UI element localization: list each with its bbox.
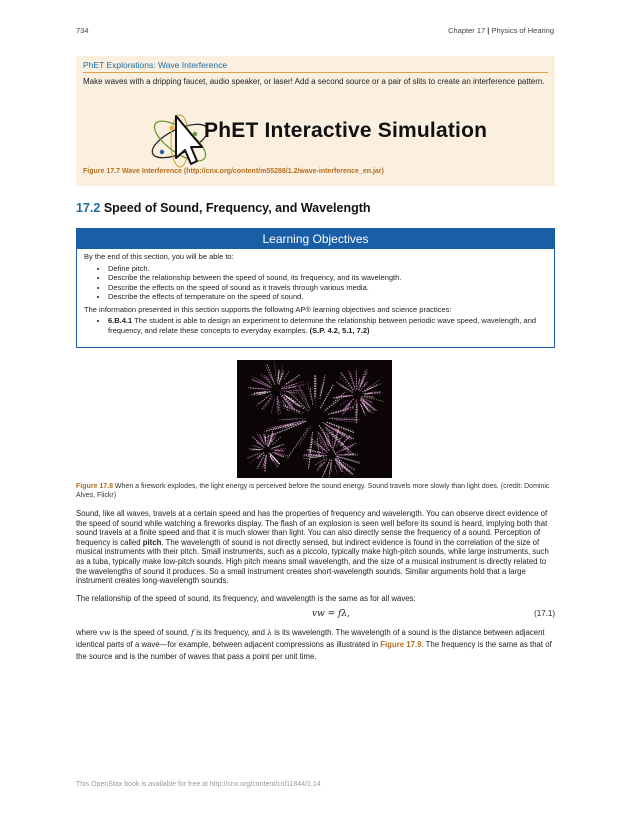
standard-code: 6.B.4.1 <box>108 316 133 325</box>
paragraph-text: . The frequency is the same as that of the source and is the number of waves that pass a point per unit time. <box>76 639 552 661</box>
objective-item: • Describe the effects of temperature on the speed of sound. <box>108 292 547 302</box>
equation-formula: vw = fλ, <box>312 609 350 619</box>
symbol-lambda: λ <box>267 628 273 637</box>
phet-box-title: PhET Explorations: Wave Interference <box>83 60 228 70</box>
figure-17-7-caption[interactable]: Figure 17.7 Wave Interference (http://cnx.org/content/m55288/1.2/wave-interference_en.jar) <box>83 168 384 175</box>
standard-text: The student is able to design an experiment to determine the relationship between periodic wave speed, wavelength, and frequency, and relate these concepts to everyday examples. <box>108 316 537 335</box>
phet-divider <box>83 72 548 73</box>
page-number: 734 <box>76 26 89 35</box>
paragraph-text: is its wavelength. The wavelength of a sound is the distance between adjacent identical parts of a wave—for example, between adjacent compressions as illustrated in <box>76 628 545 649</box>
standard-item <box>108 316 547 335</box>
paragraph-text: . The wavelength of sound is not directly sensed, but indirect evidence is found in the correlation of the size of musical instruments with their pitch. Small instruments, such as a piccolo, typically make high-pitch sounds, while large instruments, such as a tuba, typically make low-pitch sounds. High pitch means small wavelength, and the size of a musical instrument is directly related to the wavelengths of sound it produces. So a small instrument creates short-wavelength sounds. Similar arguments hold that a large instrument creates long-wavelength sounds. <box>76 537 549 586</box>
learning-objectives-heading: Learning Objectives <box>77 229 554 249</box>
page-footer: This OpenStax book is available for free at http://cnx.org/content/col11844/1.14 <box>76 781 321 788</box>
symbol-vw: vw <box>99 628 111 637</box>
standards-list <box>84 316 547 335</box>
header-separator: | <box>487 26 490 35</box>
learning-objectives-box <box>76 228 555 348</box>
standard-practices: (S.P. 4.2, 5.1, 7.2) <box>309 325 370 335</box>
standards-intro: The information presented in this section supports the following AP® learning objectives and science practices: <box>84 304 452 314</box>
objective-item: • Describe the effects on the speed of sound as it travels through various media. <box>108 283 547 293</box>
paragraph-text: is its frequency, and <box>196 628 265 637</box>
figure-17-8-caption <box>76 482 555 500</box>
objectives-list <box>84 264 547 302</box>
chapter-label: Chapter 17 <box>448 26 486 35</box>
paragraph-relationship: The relationship of the speed of sound, its frequency, and wavelength is the same as for all waves: <box>76 594 416 603</box>
phet-description: Make waves with a dripping faucet, audio speaker, or laser! Add a second source or a pair of slits to create an interference pattern. <box>83 77 545 86</box>
section-title: Speed of Sound, Frequency, and Wavelength <box>103 201 371 215</box>
running-header <box>448 26 554 35</box>
objective-item: • Describe the relationship between the speed of sound, its frequency, and its wavelength. <box>108 273 547 283</box>
section-heading <box>76 201 371 215</box>
figure-17-8-label: Figure 17.8 <box>76 483 113 490</box>
chapter-title: Physics of Hearing <box>491 26 554 35</box>
equation-number: (17.1) <box>534 609 555 618</box>
objectives-intro: By the end of this section, you will be able to: <box>84 252 234 261</box>
paragraph-definitions <box>76 627 555 662</box>
symbol-f: f <box>191 628 195 637</box>
figure-17-8-text: When a firework explodes, the light energy is perceived before the sound energy. Sound travels more slowly than light does. (credit: Dominic Alves, Flickr) <box>76 483 550 499</box>
objective-item: • Define pitch. <box>108 264 547 274</box>
phet-exploration-box <box>76 56 555 186</box>
fireworks-photo <box>237 360 392 478</box>
equation-17-1 <box>76 609 555 623</box>
section-number: 17.2 <box>76 201 101 215</box>
figure-17-9-link[interactable]: Figure 17.9 <box>380 639 422 649</box>
paragraph-text: Sound, like all waves, travels at a certain speed and has the properties of frequency and wavelength. You can observe direct evidence of the speed of sound while watching a fireworks display. The flash of an explosion is seen well before its sound is heard, implying both that sound travels at a finite speed and that it is much slower than light. You can also directly sense the frequency of a sound. Perception of frequency is called <box>76 509 548 547</box>
term-pitch: pitch <box>142 537 162 547</box>
paragraph-text: where <box>76 628 98 637</box>
paragraph-speed-of-sound <box>76 509 555 586</box>
phet-brand-text[interactable]: PhET Interactive Simulation <box>204 119 488 142</box>
paragraph-text: is the speed of sound, <box>112 628 189 637</box>
